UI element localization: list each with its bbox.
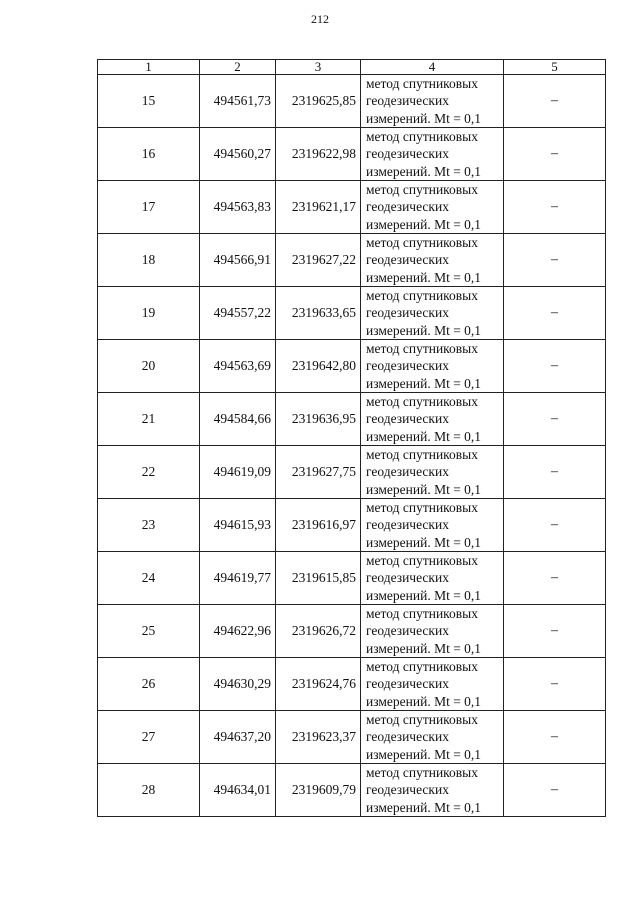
method-line: геодезических bbox=[366, 93, 449, 109]
method-line: измерений. Mt = 0,1 bbox=[366, 481, 482, 497]
method-line: геодезических bbox=[366, 570, 449, 586]
method-line: метод спутниковых bbox=[366, 341, 478, 357]
point-number-cell: 15 bbox=[98, 75, 200, 128]
table-row bbox=[98, 340, 606, 393]
point-number-cell: 18 bbox=[98, 234, 200, 287]
coordinate-y-cell: 2319621,17 bbox=[276, 181, 361, 234]
method-cell bbox=[361, 446, 504, 499]
method-cell bbox=[361, 128, 504, 181]
method-line: геодезических bbox=[366, 146, 449, 162]
method-line: измерений. Mt = 0,1 bbox=[366, 746, 482, 762]
method-line: измерений. Mt = 0,1 bbox=[366, 693, 482, 709]
note-cell: – bbox=[504, 764, 606, 817]
coordinate-y-cell: 2319633,65 bbox=[276, 287, 361, 340]
table-row bbox=[98, 605, 606, 658]
point-number-cell: 27 bbox=[98, 711, 200, 764]
method-cell bbox=[361, 234, 504, 287]
method-cell bbox=[361, 605, 504, 658]
coordinate-x-cell: 494561,73 bbox=[200, 75, 276, 128]
method-line: измерений. Mt = 0,1 bbox=[366, 428, 482, 444]
point-number-cell: 21 bbox=[98, 393, 200, 446]
coordinate-x-cell: 494619,77 bbox=[200, 552, 276, 605]
note-cell: – bbox=[504, 711, 606, 764]
coordinate-x-cell: 494615,93 bbox=[200, 499, 276, 552]
point-number-cell: 24 bbox=[98, 552, 200, 605]
method-line: метод спутниковых bbox=[366, 765, 478, 781]
coordinate-y-cell: 2319626,72 bbox=[276, 605, 361, 658]
method-cell bbox=[361, 764, 504, 817]
note-cell: – bbox=[504, 605, 606, 658]
table-row bbox=[98, 287, 606, 340]
method-cell bbox=[361, 287, 504, 340]
point-number-cell: 17 bbox=[98, 181, 200, 234]
table-row bbox=[98, 764, 606, 817]
method-line: измерений. Mt = 0,1 bbox=[366, 216, 482, 232]
method-line: метод спутниковых bbox=[366, 447, 478, 463]
coordinate-x-cell: 494630,29 bbox=[200, 658, 276, 711]
method-line: метод спутниковых bbox=[366, 712, 478, 728]
method-line: измерений. Mt = 0,1 bbox=[366, 375, 482, 391]
point-number-cell: 20 bbox=[98, 340, 200, 393]
table-row bbox=[98, 499, 606, 552]
coordinate-y-cell: 2319627,22 bbox=[276, 234, 361, 287]
coordinate-y-cell: 2319609,79 bbox=[276, 764, 361, 817]
method-line: геодезических bbox=[366, 305, 449, 321]
point-number-cell: 19 bbox=[98, 287, 200, 340]
table-row bbox=[98, 128, 606, 181]
header-col-2: 2 bbox=[200, 60, 276, 75]
method-line: геодезических bbox=[366, 729, 449, 745]
method-cell bbox=[361, 552, 504, 605]
coordinate-y-cell: 2319615,85 bbox=[276, 552, 361, 605]
header-row bbox=[98, 60, 606, 75]
method-line: геодезических bbox=[366, 411, 449, 427]
note-cell: – bbox=[504, 234, 606, 287]
coordinate-x-cell: 494584,66 bbox=[200, 393, 276, 446]
method-line: геодезических bbox=[366, 782, 449, 798]
method-cell bbox=[361, 499, 504, 552]
coordinate-x-cell: 494622,96 bbox=[200, 605, 276, 658]
point-number-cell: 22 bbox=[98, 446, 200, 499]
coordinate-y-cell: 2319622,98 bbox=[276, 128, 361, 181]
method-line: метод спутниковых bbox=[366, 182, 478, 198]
method-line: измерений. Mt = 0,1 bbox=[366, 587, 482, 603]
note-cell: – bbox=[504, 75, 606, 128]
method-line: геодезических bbox=[366, 464, 449, 480]
method-line: метод спутниковых bbox=[366, 659, 478, 675]
method-cell bbox=[361, 711, 504, 764]
point-number-cell: 23 bbox=[98, 499, 200, 552]
table-row bbox=[98, 552, 606, 605]
coordinates-table bbox=[97, 59, 606, 817]
header-col-1: 1 bbox=[98, 60, 200, 75]
method-cell bbox=[361, 340, 504, 393]
header-col-4: 4 bbox=[361, 60, 504, 75]
method-line: измерений. Mt = 0,1 bbox=[366, 110, 482, 126]
method-line: метод спутниковых bbox=[366, 553, 478, 569]
coordinate-y-cell: 2319624,76 bbox=[276, 658, 361, 711]
method-line: геодезических bbox=[366, 517, 449, 533]
table-body bbox=[98, 75, 606, 817]
header-col-5: 5 bbox=[504, 60, 606, 75]
coordinate-x-cell: 494563,69 bbox=[200, 340, 276, 393]
method-line: измерений. Mt = 0,1 bbox=[366, 640, 482, 656]
note-cell: – bbox=[504, 658, 606, 711]
coordinate-y-cell: 2319627,75 bbox=[276, 446, 361, 499]
coordinate-y-cell: 2319636,95 bbox=[276, 393, 361, 446]
note-cell: – bbox=[504, 446, 606, 499]
method-line: геодезических bbox=[366, 676, 449, 692]
note-cell: – bbox=[504, 340, 606, 393]
method-cell bbox=[361, 181, 504, 234]
coordinate-y-cell: 2319616,97 bbox=[276, 499, 361, 552]
note-cell: – bbox=[504, 287, 606, 340]
coordinate-x-cell: 494637,20 bbox=[200, 711, 276, 764]
coordinate-x-cell: 494560,27 bbox=[200, 128, 276, 181]
coordinate-x-cell: 494619,09 bbox=[200, 446, 276, 499]
table-row bbox=[98, 446, 606, 499]
method-line: метод спутниковых bbox=[366, 129, 478, 145]
method-line: метод спутниковых bbox=[366, 500, 478, 516]
method-line: геодезических bbox=[366, 358, 449, 374]
page-number: 212 bbox=[311, 12, 329, 26]
method-line: измерений. Mt = 0,1 bbox=[366, 534, 482, 550]
table-row bbox=[98, 75, 606, 128]
point-number-cell: 26 bbox=[98, 658, 200, 711]
table-row bbox=[98, 711, 606, 764]
coordinate-y-cell: 2319642,80 bbox=[276, 340, 361, 393]
method-cell bbox=[361, 658, 504, 711]
coordinate-y-cell: 2319623,37 bbox=[276, 711, 361, 764]
point-number-cell: 25 bbox=[98, 605, 200, 658]
method-line: измерений. Mt = 0,1 bbox=[366, 269, 482, 285]
method-line: геодезических bbox=[366, 252, 449, 268]
method-line: измерений. Mt = 0,1 bbox=[366, 163, 482, 179]
note-cell: – bbox=[504, 499, 606, 552]
point-number-cell: 16 bbox=[98, 128, 200, 181]
table-row bbox=[98, 658, 606, 711]
method-line: геодезических bbox=[366, 623, 449, 639]
coordinate-x-cell: 494566,91 bbox=[200, 234, 276, 287]
table-row bbox=[98, 181, 606, 234]
coordinate-x-cell: 494563,83 bbox=[200, 181, 276, 234]
method-cell bbox=[361, 75, 504, 128]
note-cell: – bbox=[504, 552, 606, 605]
method-cell bbox=[361, 393, 504, 446]
method-line: метод спутниковых bbox=[366, 606, 478, 622]
method-line: метод спутниковых bbox=[366, 394, 478, 410]
coordinate-y-cell: 2319625,85 bbox=[276, 75, 361, 128]
method-line: геодезических bbox=[366, 199, 449, 215]
coordinate-x-cell: 494557,22 bbox=[200, 287, 276, 340]
method-line: метод спутниковых bbox=[366, 288, 478, 304]
point-number-cell: 28 bbox=[98, 764, 200, 817]
method-line: метод спутниковых bbox=[366, 235, 478, 251]
header-col-3: 3 bbox=[276, 60, 361, 75]
table-row bbox=[98, 393, 606, 446]
coordinate-x-cell: 494634,01 bbox=[200, 764, 276, 817]
method-line: метод спутниковых bbox=[366, 76, 478, 92]
table-row bbox=[98, 234, 606, 287]
method-line: измерений. Mt = 0,1 bbox=[366, 799, 482, 815]
note-cell: – bbox=[504, 128, 606, 181]
note-cell: – bbox=[504, 181, 606, 234]
note-cell: – bbox=[504, 393, 606, 446]
method-line: измерений. Mt = 0,1 bbox=[366, 322, 482, 338]
